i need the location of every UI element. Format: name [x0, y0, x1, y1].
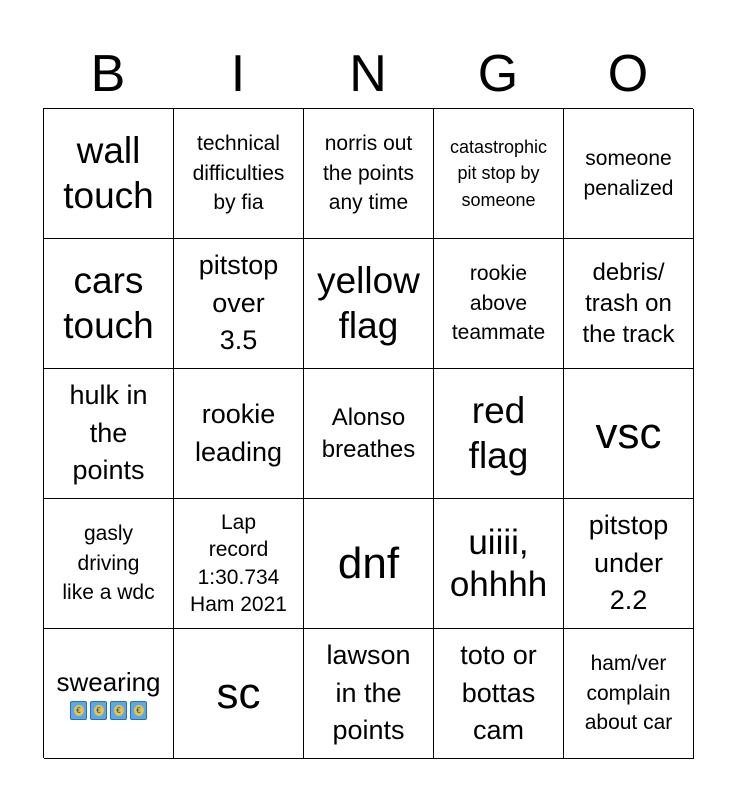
cell-text: dnf [337, 538, 400, 588]
bingo-cell[interactable] [174, 109, 304, 239]
bingo-cell[interactable] [434, 629, 564, 759]
bingo-cell[interactable] [44, 109, 174, 239]
bingo-cell[interactable] [174, 369, 304, 499]
bingo-cell[interactable] [564, 109, 694, 239]
euro-banknote-icon: € [90, 701, 107, 720]
cell-text: lawson in the points [326, 639, 411, 746]
bingo-cell[interactable] [44, 239, 174, 369]
cell-text: wall touch [63, 130, 154, 216]
bingo-card [43, 108, 693, 758]
bingo-cell[interactable] [304, 369, 434, 499]
bingo-cell[interactable] [44, 499, 174, 629]
header-letter-b: B [90, 45, 126, 103]
header-letter-o: O [607, 45, 649, 103]
bingo-cell[interactable] [434, 369, 564, 499]
cell-text: uiiii, ohhhh [449, 522, 548, 604]
bingo-cell[interactable] [304, 499, 434, 629]
cell-text: toto or bottas cam [460, 639, 537, 746]
money-emoji-row [70, 701, 147, 720]
bingo-cell[interactable] [174, 629, 304, 759]
bingo-cell[interactable] [304, 629, 434, 759]
bingo-cell[interactable] [434, 109, 564, 239]
bingo-cell[interactable] [304, 239, 434, 369]
euro-banknote-icon: € [110, 701, 127, 720]
header-letter-i: I [230, 45, 246, 103]
header-letter-n: N [349, 45, 387, 103]
cell-text: norris out the points any time [322, 132, 415, 215]
bingo-header [43, 40, 693, 108]
euro-banknote-icon: € [70, 701, 87, 720]
cell-text: rookie above teammate [451, 262, 546, 345]
cell-text: pitstop over 3.5 [198, 249, 279, 356]
cell-text: Alonso breathes [321, 404, 416, 463]
cell-text: vsc [595, 408, 662, 458]
bingo-cell[interactable] [174, 239, 304, 369]
bingo-cell[interactable] [44, 629, 174, 759]
bingo-cell[interactable] [434, 239, 564, 369]
bingo-cell[interactable] [174, 499, 304, 629]
cell-text: debris/ trash on the track [582, 258, 675, 349]
cell-text: Lap record 1:30.734 Ham 2021 [190, 510, 287, 616]
cell-text: catastrophic pit stop by someone [449, 137, 548, 210]
header-letter-g: G [477, 45, 519, 103]
cell-text: yellow flag [317, 260, 420, 346]
cell-text: swearing [56, 667, 161, 698]
cell-text: sc [216, 668, 261, 718]
bingo-cell[interactable] [564, 369, 694, 499]
bingo-cell[interactable] [434, 499, 564, 629]
euro-banknote-icon: € [130, 701, 147, 720]
cell-text: ham/ver complain about car [584, 652, 673, 735]
cell-text: someone penalized [583, 147, 674, 200]
bingo-cell[interactable] [44, 369, 174, 499]
cell-text: hulk in the points [69, 379, 148, 486]
cell-text: gasly driving like a wdc [62, 522, 155, 605]
bingo-cell[interactable] [564, 239, 694, 369]
bingo-cell[interactable] [304, 109, 434, 239]
cell-text: pitstop under 2.2 [588, 509, 669, 616]
bingo-cell[interactable] [564, 499, 694, 629]
cell-text: cars touch [63, 260, 154, 346]
cell-text: rookie leading [194, 398, 283, 467]
cell-text: technical difficulties by fia [192, 132, 285, 215]
cell-text: red flag [468, 390, 529, 476]
bingo-cell[interactable] [564, 629, 694, 759]
